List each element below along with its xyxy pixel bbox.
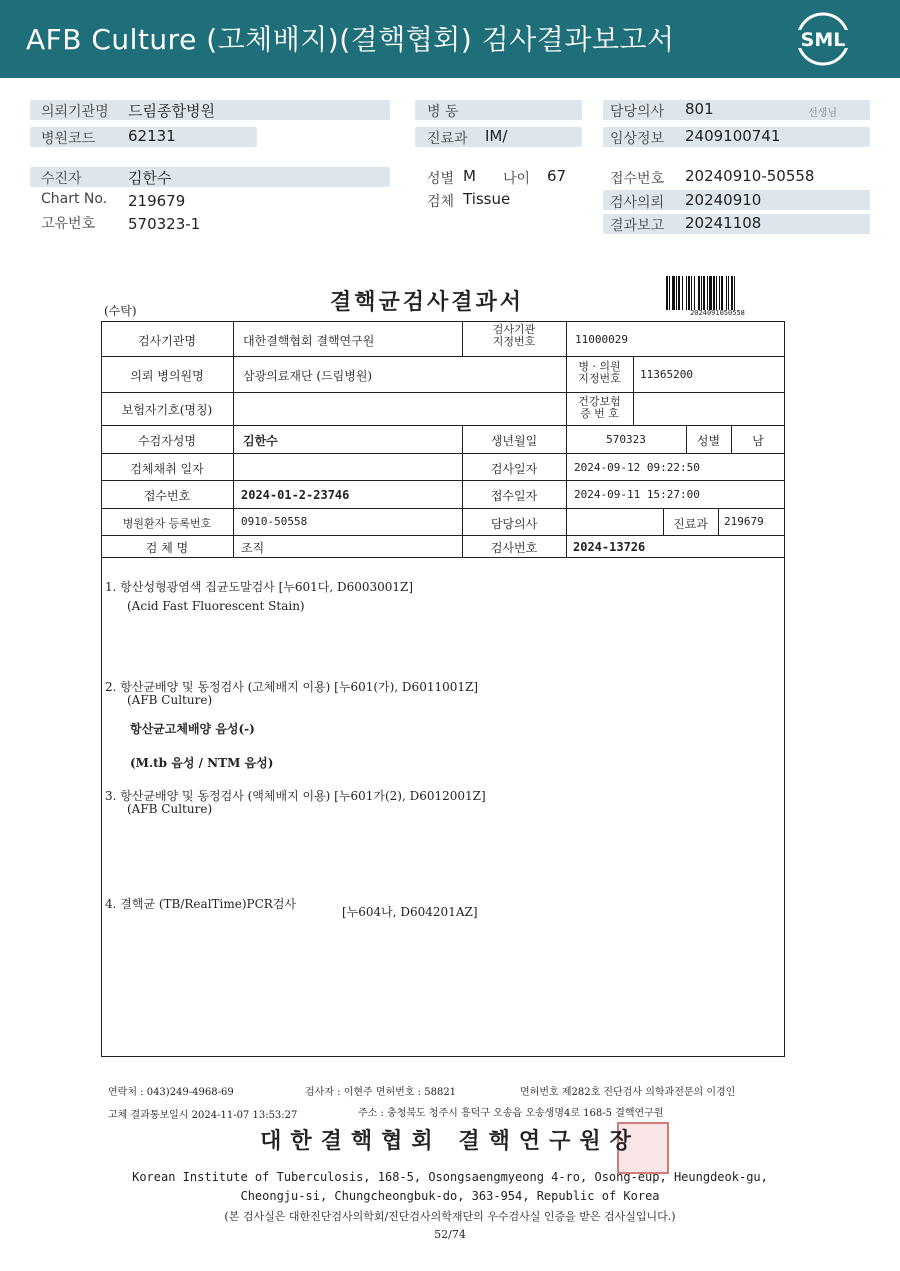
specimen-value: Tissue bbox=[463, 190, 511, 208]
age-label: 나이 bbox=[503, 171, 531, 187]
test-no-label: 검사번호 bbox=[490, 541, 538, 555]
test-no-value: 2024-13726 bbox=[573, 540, 646, 554]
sex-table-label: 성별 bbox=[696, 434, 721, 448]
request-value: 20240910 bbox=[685, 191, 762, 209]
doctor-value: 801 bbox=[685, 100, 714, 118]
info-bar-patient bbox=[30, 167, 390, 187]
sml-logo bbox=[790, 10, 856, 68]
receipt-table-value: 2024-01-2-23746 bbox=[241, 488, 350, 502]
hosp-id-label: 병 · 의원 지정번호 bbox=[578, 360, 621, 385]
test-item-1: 1. 항산성형광염색 집균도말검사 [누601다, D6003001Z] bbox=[105, 580, 414, 594]
hosp-id-value: 11365200 bbox=[640, 368, 693, 381]
unique-id-value: 570323-1 bbox=[128, 215, 201, 233]
receipt-no-label: 접수번호 bbox=[610, 171, 665, 187]
hospital-value: 삼광의료재단 (드림병원) bbox=[243, 369, 373, 383]
sex-label: 성별 bbox=[427, 171, 455, 187]
header-bar bbox=[0, 0, 900, 78]
receipt-date-label: 접수일자 bbox=[490, 489, 538, 503]
receipt-no-value: 20240910-50558 bbox=[685, 167, 815, 185]
dept-label: 진료과 bbox=[427, 131, 468, 147]
test-item-1-sub: (Acid Fast Fluorescent Stain) bbox=[127, 599, 305, 613]
address-korean: 주소 : 충청북도 청주시 흥덕구 오송읍 오송생명4로 168-5 결핵연구원 bbox=[358, 1108, 664, 1119]
specimen-label: 검체 bbox=[427, 194, 455, 210]
reg-no-label: 병원환자 등록번호 bbox=[122, 517, 212, 530]
age-value: 67 bbox=[547, 167, 567, 185]
barcode-number: 2024091050558 bbox=[690, 309, 745, 317]
lab-id-label: 검사기관 지정번호 bbox=[492, 323, 536, 348]
tester-info: 검사자 : 이현주 면허번호 : 58821 bbox=[305, 1087, 457, 1098]
chart-no-value: 219679 bbox=[128, 192, 186, 210]
health-ins-label: 건강보험 증 번 호 bbox=[578, 395, 621, 420]
table-line bbox=[233, 321, 234, 557]
contact-info: 연락처 : 043)249-4968-69 bbox=[108, 1087, 234, 1098]
lab-id-value: 11000029 bbox=[575, 333, 628, 346]
institute-name: 대한결핵협회 결핵연구원장 bbox=[260, 1128, 640, 1154]
clinical-info-label: 임상정보 bbox=[610, 131, 665, 147]
reg-no-value: 0910-50558 bbox=[241, 515, 308, 528]
table-line bbox=[101, 557, 785, 558]
dept-value: IM/ bbox=[485, 127, 508, 145]
specimen-table-label: 검 체 명 bbox=[145, 541, 189, 555]
birth-value: 570323 bbox=[606, 433, 646, 446]
ward-label: 병 동 bbox=[427, 104, 459, 120]
institution-label: 의뢰기관명 bbox=[41, 104, 109, 120]
table-line bbox=[633, 356, 634, 425]
report-timestamp: 고체 결과통보일시 2024-11-07 13:53:27 bbox=[108, 1110, 298, 1121]
barcode-icon bbox=[665, 276, 770, 310]
address-english-line1: Korean Institute of Tuberculosis, 168-5, Osongsaengmyeong 4-ro, Osong-eup, Heungdeok-gu, bbox=[132, 1170, 768, 1184]
receipt-date-value: 2024-09-11 15:27:00 bbox=[574, 488, 700, 501]
test-item-3-sub: (AFB Culture) bbox=[127, 802, 213, 816]
sex-table-value: 남 bbox=[752, 434, 764, 448]
page-title: AFB Culture (고체배지)(결핵협회) 검사결과보고서 bbox=[26, 23, 675, 56]
table-line bbox=[101, 356, 785, 357]
hospital-label: 의뢰 병의원명 bbox=[130, 369, 204, 383]
table-line bbox=[566, 321, 567, 356]
test-item-2-sub: (AFB Culture) bbox=[127, 693, 213, 707]
doctor-table-label: 담당의사 bbox=[490, 517, 538, 531]
birth-label: 생년월일 bbox=[490, 434, 538, 448]
test-item-4: 4. 결핵균 (TB/RealTime)PCR검사 bbox=[105, 897, 297, 911]
test-item-3: 3. 항산균배양 및 동정검사 (액체배지 이용) [누601가(2), D6012001Z] bbox=[105, 789, 486, 803]
table-line bbox=[101, 535, 785, 536]
test-item-2: 2. 항산균배양 및 동정검사 (고체배지 이용) [누601(가), D6011001Z] bbox=[105, 680, 479, 694]
doctor-suffix: 선생님 bbox=[808, 108, 837, 119]
dept-table-value: 219679 bbox=[724, 515, 764, 528]
insured-label: 보험자기호(명칭) bbox=[121, 403, 213, 417]
patient-name-value: 김한수 bbox=[243, 434, 278, 448]
address-english-line2: Cheongju-si, Chungcheongbuk-do, 363-954, Republic of Korea bbox=[240, 1189, 660, 1203]
table-line bbox=[101, 453, 785, 454]
table-line bbox=[101, 425, 785, 426]
patient-name-label: 수검자성명 bbox=[138, 434, 196, 448]
table-line bbox=[718, 508, 719, 535]
table-line bbox=[101, 480, 785, 481]
test-item-2-result-detail: (M.tb 음성 / NTM 음성) bbox=[130, 756, 274, 770]
table-line bbox=[101, 508, 785, 509]
clinical-info-value: 2409100741 bbox=[685, 127, 781, 145]
test-item-2-result: 항산균고체배양 음성(-) bbox=[130, 722, 255, 736]
certification-note: (본 검사실은 대한진단검사의학회/진단검사의학재단의 우수검사실 인증을 받은 검사실입니다.) bbox=[224, 1210, 676, 1223]
collect-date-label: 검체채취 일자 bbox=[130, 462, 204, 476]
license-info: 면허번호 제282호 진단검사 의학과전문의 이경인 bbox=[520, 1087, 736, 1098]
report-title: 결핵균검사결과서 bbox=[330, 289, 525, 315]
hospital-code-value: 62131 bbox=[128, 127, 176, 145]
hospital-code-label: 병원코드 bbox=[41, 131, 96, 147]
doctor-label: 담당의사 bbox=[610, 104, 665, 120]
consignment-label: (수탁) bbox=[104, 304, 137, 318]
institution-value: 드림종합병원 bbox=[128, 102, 215, 120]
patient-label: 수진자 bbox=[41, 171, 82, 187]
request-label: 검사의뢰 bbox=[610, 195, 665, 211]
lab-name-value: 대한결핵협회 결핵연구원 bbox=[243, 334, 375, 348]
patient-value: 김한수 bbox=[128, 169, 172, 187]
test-date-value: 2024-09-12 09:22:50 bbox=[574, 461, 700, 474]
specimen-table-value: 조직 bbox=[241, 541, 265, 555]
chart-no-label: Chart No. bbox=[41, 191, 108, 207]
test-date-label: 검사일자 bbox=[490, 462, 538, 476]
lab-name-label: 검사기관명 bbox=[138, 334, 196, 348]
report-date-label: 결과보고 bbox=[610, 218, 665, 234]
table-line bbox=[101, 392, 785, 393]
receipt-table-label: 접수번호 bbox=[143, 489, 191, 503]
report-date-value: 20241108 bbox=[685, 214, 762, 232]
test-item-4-code: [누604나, D604201AZ] bbox=[342, 905, 478, 919]
dept-table-label: 진료과 bbox=[673, 517, 708, 531]
sex-value: M bbox=[463, 167, 476, 185]
unique-id-label: 고유번호 bbox=[41, 216, 96, 232]
svg-text:SML: SML bbox=[800, 29, 846, 51]
page-number: 52/74 bbox=[434, 1228, 466, 1241]
